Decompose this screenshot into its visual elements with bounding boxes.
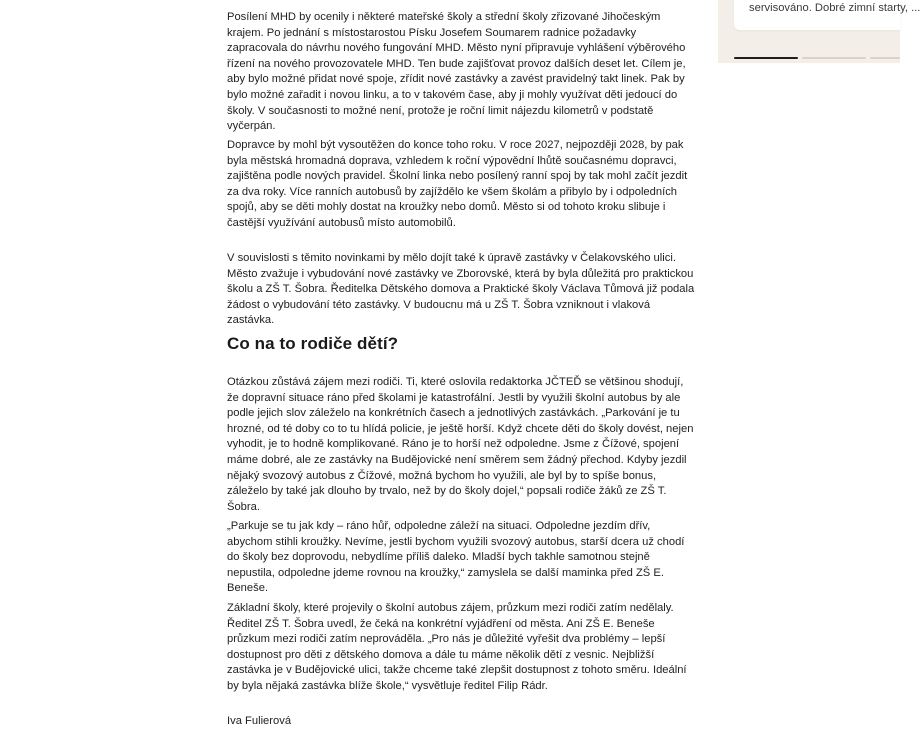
article-paragraph: „Parkuje se tu jak kdy – ráno hůř, odpoledne záleží na situaci. Odpoledne jezdím dřív, abychom stihli kroužky. Nevíme, jestli bychom využili svozový autobus, starší dcera už chodí do školy bez doprovodu, nebydlíme příliš daleko. Mladší bych takhle samotnou stejně nepustila, odpoledne jdeme rovnou na kroužky,“ zamyslela se další maminka před ZŠ E. Beneše. [227,520,685,595]
section-heading: Co na to rodiče dětí? [227,334,399,353]
related-card[interactable] [734,0,920,30]
article-paragraph: Otázkou zůstává zájem mezi rodiči. Ti, které oslovila redaktorka JČTEĎ se většinou shodují, že dopravní situace ráno před školami je katastrofální. Jestli by využili školní autobus by ale podle jejich slov záleželo na konkrétních časech a jednotlivých zastávkách. „Parkování je tu hrozné, od té doby co to tu hlídá policie, je ještě horší. Když chcete děti do školy dovést, nejen vyhodit, je to hodně komplikované. Ráno je to horší než odpoledne. Jsme z Čížové, spojení máme dobré, ale ze zastávky na Budějovické není směrem sem žádný přechod. Kdyby jezdil nějaký svozový autobus z Čížové, možná bychom ho využili, ale byl by to spíše bonus, záleželo by také jak dlouho by trvalo, než by do školy dojel,“ popsali rodiče žáků ze ZŠ T. Šobra. [227,376,694,513]
carousel-indicator[interactable] [870,57,900,59]
article-paragraph: V souvislosti s těmito novinkami by mělo dojít také k úpravě zastávky v Čelakovského ulici. Město zvažuje i vybudování nové zastávky ve Zborovské, která by byla důležitá pro praktickou školu a ZŠ T. Šobra. Ředitelka Dětského domova a Praktické školy Václava Tůmová již podala žádost o vybudování této zastávky. V budoucnu má u ZŠ T. Šobra vzniknout i vlaková zastávka. [227,252,695,327]
related-card-text[interactable]: servisováno. Dobré zimní starty, ... [749,2,920,14]
carousel-indicator[interactable] [802,57,866,59]
carousel-indicator-active[interactable] [734,57,798,59]
article-paragraph: Dopravce by mohl být vysoutěžen do konce toho roku. V roce 2027, nejpozději 2028, by pak byla městská hromadná doprava, vzhledem k roční výpovědní lhůtě současnému dopravci, zajištěna podle nových pravidel. Školní linka nebo posílený ranní spoj by tak mohl začít jezdit za dva roky. Více ranních autobusů by zajíždělo ke všem školám a přibylo by i odpoledních spojů, aby se děti mohly dostat na kroužky nebo domů. Město si od tohoto kroku slibuje i častější využívání autobusů místo automobilů. [227,139,688,229]
article-paragraph: Posílení MHD by ocenily i některé mateřské školy a střední školy zřizované Jihočeským krajem. Po jednání s místostarostou Písku Josefem Soumarem radnice požadavky zapracovala do návrhu nového fungování MHD. Město nyní připravuje vyhlášení výběrového řízení na nového provozovatele MHD. Ten bude zajišťovat provoz dalších deset let. Cílem je, aby bylo možné přidat nové spoje, zřídit nové zastávky a zavést pravidelný takt linek. Pak by bylo možné zařadit i novou linku, a to v takovém čase, aby ji mohly využívat děti jedoucí do školy. V současnosti to možné není, protože je roční limit nájezdu kilometrů v podstatě vyčerpán. [227,11,686,133]
article-author: Iva Fulierová [227,715,292,727]
article-paragraph: Základní školy, které projevily o školní autobus zájem, průzkum mezi rodiči zatím nedělaly. Ředitel ZŠ T. Šobra uvedl, že čeká na konkrétní vyjádření od města. Ani ZŠ E. Beneše průzkum mezi rodiči zatím neprováděla. „Pro nás je důležité vyřešit dva problémy – lepší dostupnost pro děti z dětského domova a dále tu máme několik dětí z vesnic. Nejbližší zastávka je v Budějovické ulici, takže chceme také zlepšit dostupnost z tohoto směru. Ideální by byla nějaká zastávka blíže škole,“ vysvětluje ředitel Filip Rádr. [227,602,687,692]
article-body [227,10,697,727]
